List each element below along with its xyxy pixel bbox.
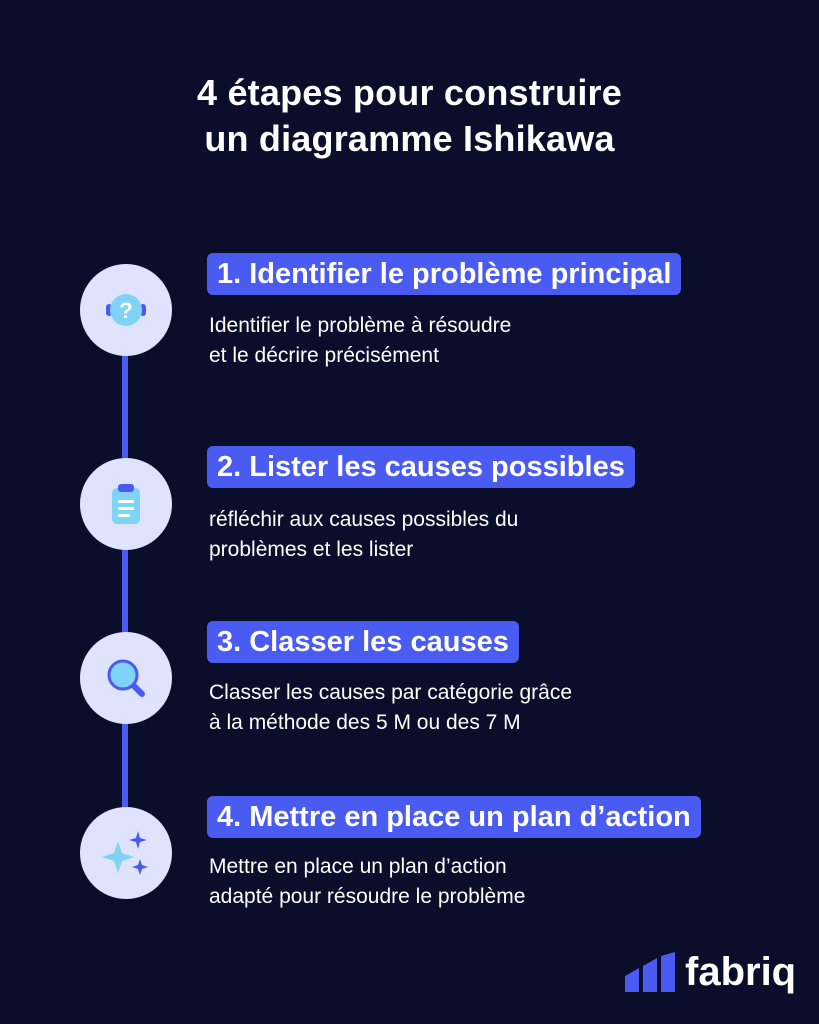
step-4-description-line-1: Mettre en place un plan d’action [209,855,507,878]
page-title-line-2: un diagramme Ishikawa [204,118,615,159]
step-4-title: 4. Mettre en place un plan d’action [207,796,701,838]
fabriq-logo-mark-icon [625,952,677,992]
step-2-title: 2. Lister les causes possibles [207,446,635,488]
step-1-description-line-1: Identifier le problème à résoudre [209,314,512,337]
timeline-line [122,300,128,860]
clipboard-icon [98,476,154,532]
step-4-node [80,807,172,899]
step-3-description-line-1: Classer les causes par catégorie grâce [209,681,573,704]
step-3-description [209,678,729,738]
svg-text:?: ? [119,298,133,323]
fabriq-logo-text: fabriq [685,949,797,994]
fabriq-logo [625,948,796,996]
step-4-description-line-2: adapté pour résoudre le problème [209,885,526,908]
step-4-description [209,852,729,912]
step-3-title: 3. Classer les causes [207,621,519,663]
step-1-description-line-2: et le décrire précisément [209,344,439,367]
step-2-description-line-1: réfléchir aux causes possibles du [209,508,519,531]
step-2-description-line-2: problèmes et les lister [209,538,414,561]
step-1-node [80,264,172,356]
page-title-line-1: 4 étapes pour construire [197,72,622,113]
step-3-node [80,632,172,724]
step-2-node [80,458,172,550]
step-2-description [209,505,729,565]
step-1-title: 1. Identifier le problème principal [207,253,681,295]
sparkles-icon [98,825,154,881]
step-3-description-line-2: à la méthode des 5 M ou des 7 M [209,711,521,734]
question-head-icon [98,282,154,338]
page-title [0,70,819,162]
step-1-description [209,311,729,371]
magnifier-icon [98,650,154,706]
